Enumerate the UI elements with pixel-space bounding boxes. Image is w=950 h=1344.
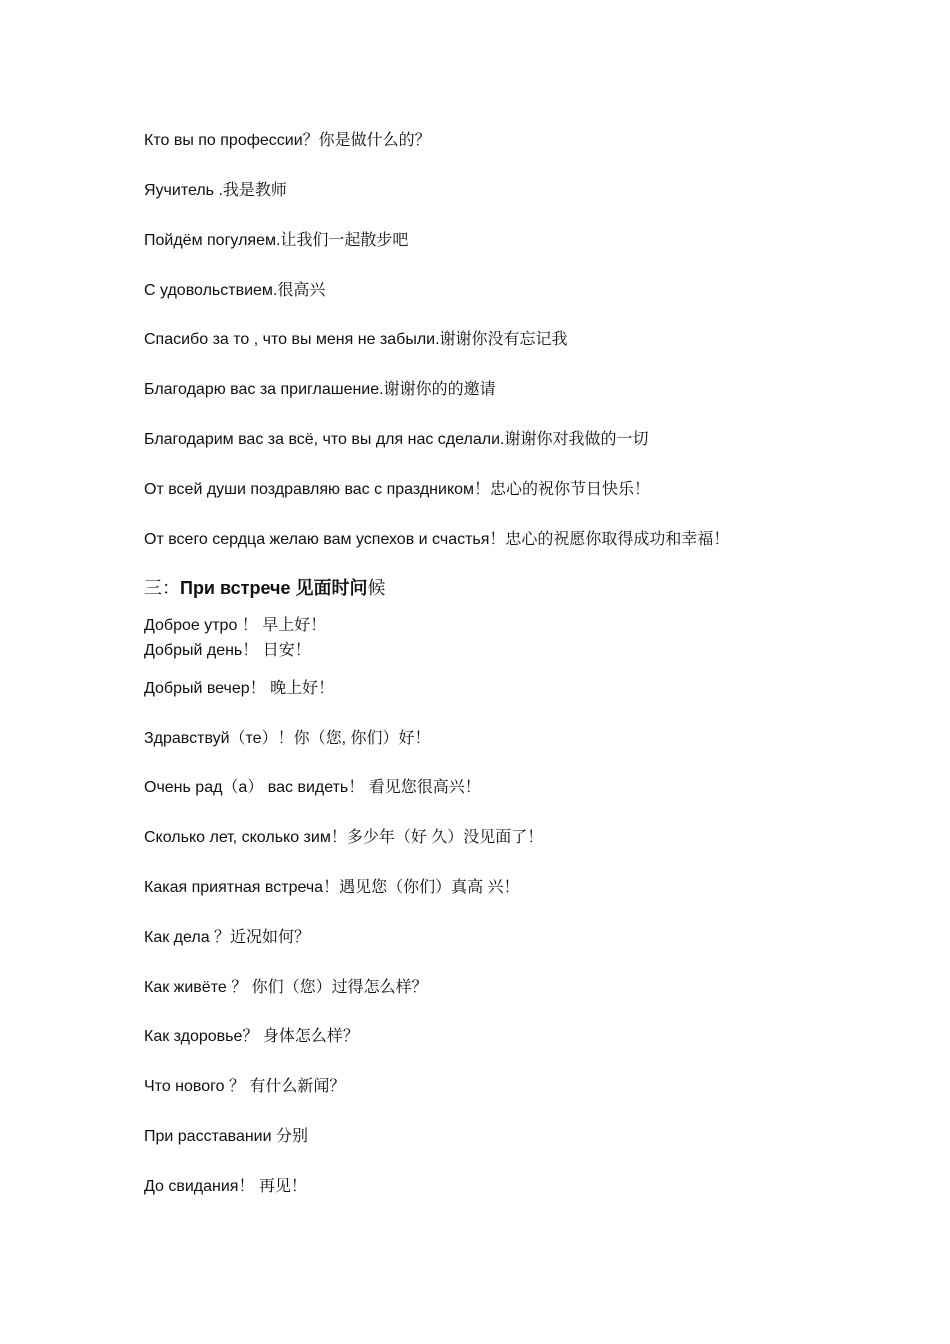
- phrase-line: Доброе утро ！ 早上好！: [144, 617, 327, 634]
- section-title-tail: 候: [367, 578, 386, 598]
- section-title: При встрече 见面时问: [180, 578, 368, 598]
- phrase-line: С удовольствием.很高兴: [144, 282, 326, 299]
- phrase-line: От всей души поздравляю вас с праздником！忠心的祝你节日快乐！: [144, 481, 651, 498]
- phrase-line: Как здоровье？ 身体怎么样？: [144, 1028, 359, 1045]
- phrase-line: Добрый вечер！ 晚上好！: [144, 680, 335, 697]
- phrase-line: Сколько лет, сколько зим！多少年（好 久）没见面了！: [144, 829, 544, 846]
- phrase-line: Пойдём погуляем.让我们一起散步吧: [144, 232, 409, 249]
- phrase-line: Как живёте ？ 你们（您）过得怎么样？: [144, 979, 428, 996]
- section-heading: [144, 577, 385, 599]
- phrase-line: От всего сердца желаю вам успехов и счастья！忠心的祝愿你取得成功和幸福！: [144, 531, 730, 548]
- phrase-line: При расставании 分别: [144, 1128, 309, 1145]
- phrase-line: Благодарю вас за приглашение.谢谢你的的邀请: [144, 381, 496, 398]
- phrase-line: Добрый день！ 日安！: [144, 642, 311, 659]
- phrase-line: Яучитель .我是教师: [144, 182, 287, 199]
- phrase-line: Что нового ？ 有什么新闻？: [144, 1078, 346, 1095]
- phrase-line: До свидания！ 再见！: [144, 1178, 307, 1195]
- phrase-line: Спасибо за то , что вы меня не забыли.谢谢你没有忘记我: [144, 331, 568, 348]
- phrase-line: Очень рад（а） вас видеть！ 看见您很高兴！: [144, 779, 481, 796]
- phrase-line: Благодарим вас за всё, что вы для нас сделали.谢谢你对我做的一切: [144, 431, 649, 448]
- phrase-line: Какая приятная встреча！遇见您（你们）真高 兴！: [144, 879, 520, 896]
- phrase-line: Как дела ？近况如何？: [144, 929, 311, 946]
- phrase-line: Здравствуй（те）！你（您, 你们）好！: [144, 730, 431, 747]
- phrase-line: Кто вы по профессии？你是做什么的？: [144, 132, 431, 149]
- section-number: 三：: [144, 578, 180, 598]
